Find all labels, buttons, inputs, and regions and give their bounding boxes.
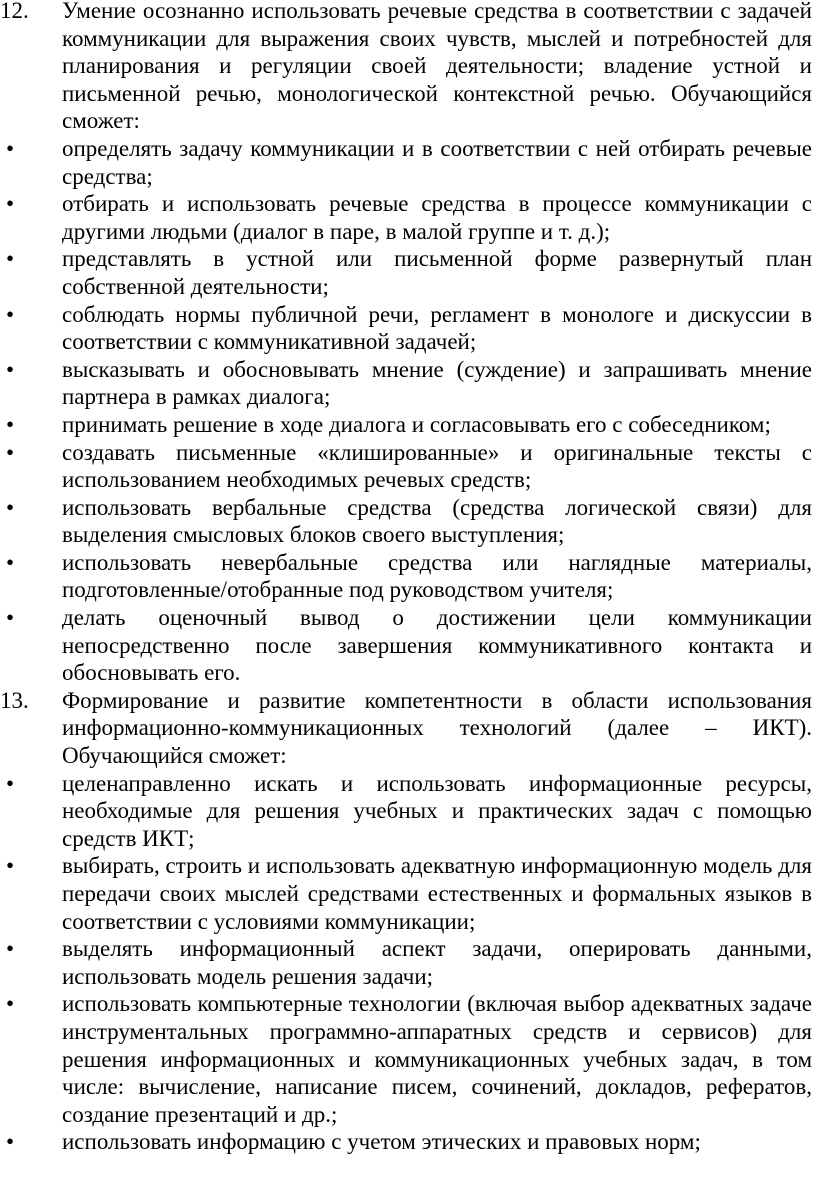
list-item-text: использовать компьютерные технологии (включая выбор адекватных задаче инструментальных программно-аппаратных средств и сервисов) для решения информационных и коммуникационных учебных задач, в том числе: вычисление, написание писем, сочинений, докладов, рефератов, создание презентаций и др.; [62,991,812,1127]
bullet-icon: • [6,191,15,217]
list-item-text: целенаправленно искать и использовать информационные ресурсы, необходимые для решения учебных и практических задач с помощью средств ИКТ; [62,770,812,851]
bullet-icon: • [6,439,15,465]
bullet-icon: • [6,135,15,161]
section-number: 12. [0,0,29,23]
bullet-icon: • [6,411,15,437]
list-item [0,356,816,411]
list-item [0,245,816,300]
list-item [0,770,816,853]
list-item [0,439,816,494]
list-item-text: высказывать и обосновывать мнение (суждение) и запрашивать мнение партнера в рамках диалога; [62,356,812,410]
bullet-icon: • [6,936,15,962]
list-item-text: представлять в устной или письменной форме развернутый план собственной деятельности; [62,246,812,299]
list-item-text: выбирать, строить и использовать адекватную информационную модель для передачи своих мыслей средствами естественных и формальных языков в соответствии с условиями коммуникации; [62,853,812,934]
bullet-icon: • [6,853,15,879]
list-item [0,604,816,687]
bullet-icon: • [6,991,15,1017]
list-item-text: выделять информационный аспект задачи, оперировать данными, использовать модель решения задачи; [62,936,812,989]
section-heading-text: Формирование и развитие компетентности в области использования информационно-коммуникационных технологий (далее – ИКТ). Обучающийся сможет: [62,687,812,769]
list-item-text: определять задачу коммуникации и в соответствии с ней отбирать речевые средства; [62,135,812,189]
bullet-icon: • [6,356,15,382]
bullet-icon: • [6,549,15,575]
list-item-text: соблюдать нормы публичной речи, регламент в монологе и дискуссии в соответствии с коммуникативной задачей; [62,301,812,355]
list-item [0,301,816,356]
list-item [0,1128,816,1156]
bullet-icon: • [6,770,15,796]
list-item [0,190,816,245]
list-item-text: создавать письменные «клишированные» и оригинальные тексты с использованием необходимых речевых средств; [62,439,812,493]
bullet-icon: • [6,1129,15,1155]
section-12 [0,0,816,135]
list-item-text: отбирать и использовать речевые средства в процессе коммуникации с другими людьми (диалог в паре, в малой группе и т. д.); [62,191,812,244]
list-item-text: использовать невербальные средства или наглядные материалы, подготовленные/отобранные под руководством учителя; [62,549,812,603]
section-heading-text: Умение осознанно использовать речевые средства в соответствии с задачей коммуникации для выражения своих чувств, мыслей и потребностей для планирования и регуляции своей деятельности; владение устной и письменной речью, монологической контекстной речью. Обучающийся сможет: [62,0,812,134]
section-number: 13. [0,687,29,713]
list-item [0,494,816,549]
bullet-icon: • [6,301,15,327]
bullet-icon: • [6,605,15,631]
list-item-text: принимать решение в ходе диалога и согласовывать его с собеседником; [62,411,771,437]
list-item [0,935,816,990]
section-13 [0,687,816,770]
list-item-text: использовать вербальные средства (средства логической связи) для выделения смысловых блоков своего выступления; [62,494,812,548]
list-item-text: делать оценочный вывод о достижении цели коммуникации непосредственно после завершения коммуникативного контакта и обосновывать его. [62,605,812,686]
list-item [0,852,816,935]
list-item [0,411,816,439]
list-item [0,549,816,604]
list-item [0,135,816,190]
bullet-icon: • [6,246,15,272]
bullet-icon: • [6,494,15,520]
list-item-text: использовать информацию с учетом этических и правовых норм; [62,1129,701,1155]
list-item [0,990,816,1128]
